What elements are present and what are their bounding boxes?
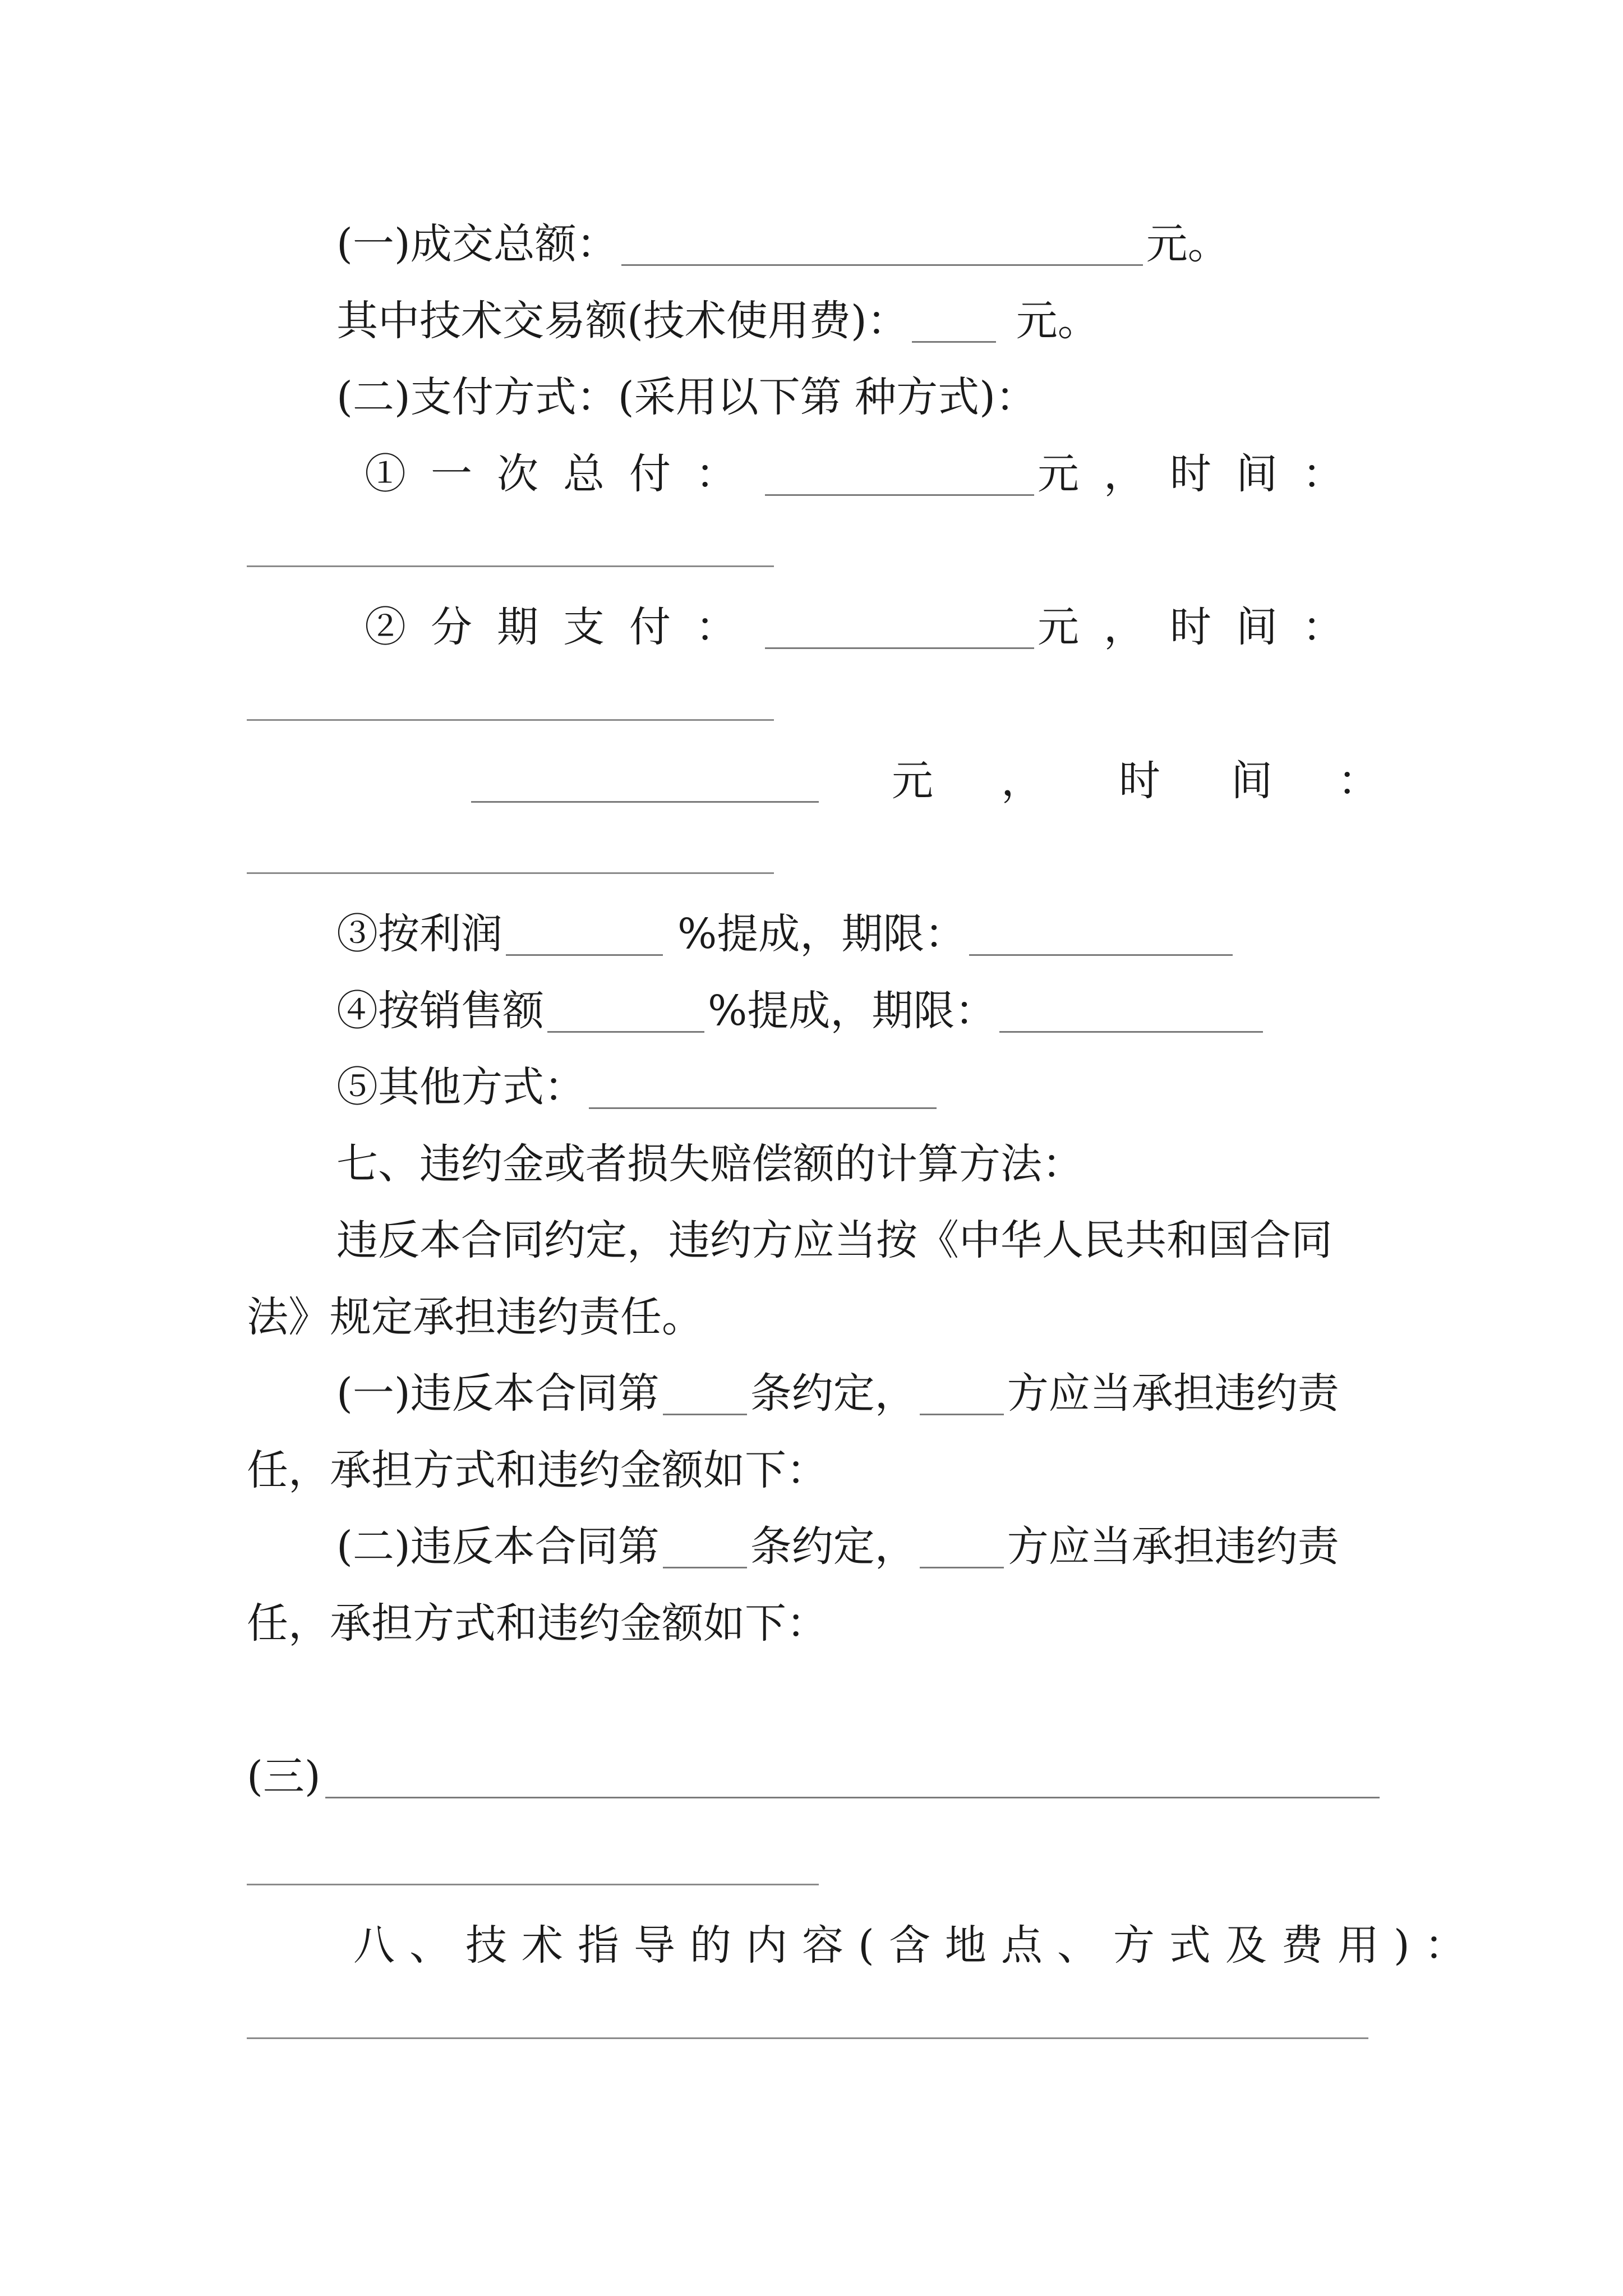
breach-item-one-clause-blank[interactable] [663,1372,747,1415]
installment-second-amount-blank[interactable] [471,760,819,803]
installment-second-comma: ， [1001,757,1043,805]
sales-share-line [336,983,1266,1039]
section-eight-blank[interactable] [247,2037,1368,2039]
breach-item-two-label: (二)违反本合同第 [336,1522,660,1571]
profit-share-label: ③按利润 [336,910,502,958]
breach-item-three-blank[interactable] [325,1755,1380,1798]
breach-item-two-party-blank[interactable] [920,1525,1004,1568]
other-method-blank[interactable] [589,1066,937,1109]
installment-time-blank[interactable] [247,719,774,721]
breach-item-two-line-2 [247,1595,828,1651]
section-eight-heading-text: 八、技术指导的内容(含地点、方式及费用)： [353,1921,1481,1970]
breach-item-two-text-2: 任，承担方式和违约金额如下： [247,1599,828,1648]
breach-item-two-line [336,1519,1339,1575]
profit-share-line [336,906,1236,962]
lump-sum-time-label: 时间： [1170,450,1368,498]
breach-item-three-label: (三) [247,1752,321,1801]
installment-line [365,599,1368,655]
installment-second-time-2: 间 [1231,757,1272,805]
sales-share-percent-blank[interactable] [547,990,704,1033]
breach-item-two-agreed: 条约定， [750,1522,916,1571]
installment-time-label: 时间： [1170,603,1368,651]
breach-item-two-clause-blank[interactable] [663,1525,747,1568]
payment-method-label: (二)支付方式：(采用以下第 种方式)： [336,373,1038,421]
section-seven-heading-text: 七、违约金或者损失赔偿额的计算方法： [336,1140,1083,1188]
tech-fee-line [336,293,1099,349]
breach-paragraph-text-1: 违反本合同约定，违约方应当按《中华人民共和国合同 [336,1216,1332,1264]
lump-sum-line [365,446,1368,502]
installment-second-colon: ： [1338,757,1379,805]
breach-item-one-line-2 [247,1442,828,1498]
other-method-line [336,1059,940,1115]
installment-amount-blank[interactable] [765,606,1034,649]
lump-sum-label: ①一次总付： [365,450,762,498]
breach-paragraph-line-2 [247,1289,703,1345]
total-amount-unit: 元。 [1146,220,1229,268]
profit-share-term-label: %提成，期限： [677,910,966,958]
breach-item-one-line [336,1365,1339,1421]
profit-share-percent-blank[interactable] [506,913,663,956]
breach-item-three-line [247,1749,1383,1805]
profit-share-term-blank[interactable] [969,913,1233,956]
installment-label: ②分期支付： [365,603,762,651]
breach-item-three-blank-2[interactable] [247,1884,819,1885]
installment-second-unit: 元 [892,757,933,805]
section-eight-heading [353,1917,1481,1973]
installment-second-time-1: 时 [1119,757,1160,805]
sales-share-term-label: %提成，期限： [708,987,997,1035]
breach-item-one-text-2: 任，承担方式和违约金额如下： [247,1446,828,1494]
payment-method-line [336,369,1037,425]
breach-item-one-label: (一)违反本合同第 [336,1369,660,1418]
sales-share-term-blank[interactable] [999,990,1263,1033]
installment-second-time-blank[interactable] [247,872,774,874]
total-amount-blank[interactable] [621,223,1143,266]
sales-share-label: ④按销售额 [336,987,544,1035]
installment-unit: 元， [1038,603,1170,651]
lump-sum-time-blank[interactable] [247,565,774,567]
lump-sum-amount-blank[interactable] [765,453,1034,496]
total-amount-label: (一)成交总额： [336,220,618,268]
total-amount-line [336,216,1229,272]
tech-fee-blank[interactable] [912,300,996,343]
lump-sum-unit: 元， [1038,450,1170,498]
breach-item-one-liability: 方应当承担违约责 [1007,1369,1339,1418]
breach-paragraph-line-1 [336,1212,1332,1268]
tech-fee-label: 其中技术交易额(技术使用费)： [336,297,909,345]
installment-second-line [471,753,1379,809]
other-method-label: ⑤其他方式： [336,1063,585,1111]
section-seven-heading [336,1136,1083,1192]
breach-paragraph-text-2: 法》规定承担违约责任。 [247,1293,703,1341]
tech-fee-unit: 元。 [1016,297,1099,345]
breach-item-two-liability: 方应当承担违约责 [1007,1522,1339,1571]
breach-item-one-party-blank[interactable] [920,1372,1004,1415]
breach-item-one-agreed: 条约定， [750,1369,916,1418]
